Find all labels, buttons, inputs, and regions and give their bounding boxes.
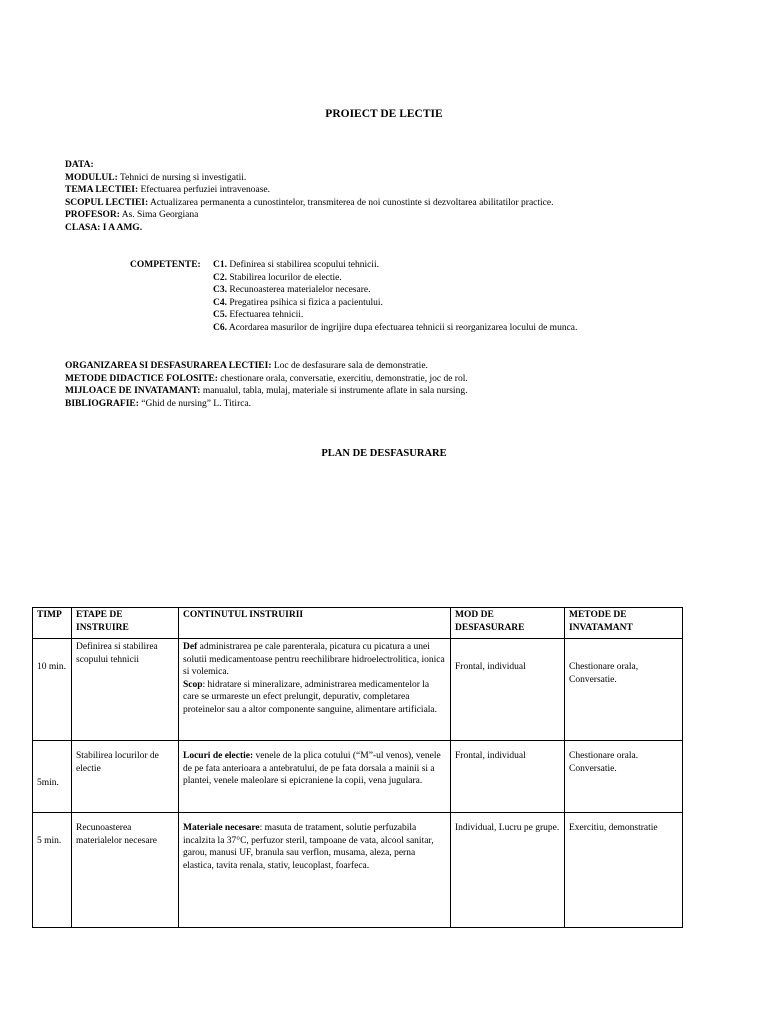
modul-value: Tehnici de nursing si investigatii. <box>120 172 247 183</box>
organizare-value: Loc de desfasurare sala de demonstratie. <box>273 361 428 371</box>
plan-title: PLAN DE DESFASURARE <box>321 448 447 459</box>
continut-cell <box>179 741 451 813</box>
organizare-label: ORGANIZAREA SI DESFASURAREA LECTIEI: <box>65 361 272 371</box>
metode-value: chestionare orala, conversatie, exercitiu, demonstratie, joc de rol. <box>220 373 468 384</box>
competenta-text: Pregatirea psihica si fizica a pacientului. <box>229 297 383 308</box>
continut-text: : hidratare si mineralizare, administrarea medicamentelor la care se urmareste un efect prelungit, depurativ, completarea proteinelor sau a altor componente sanguine, alimentare artificiala. <box>183 679 438 715</box>
competenta-code: C1. <box>213 260 227 270</box>
modul-line <box>65 172 725 185</box>
column-header-mod: MOD DE DESFASURARE <box>451 608 565 639</box>
timp-cell: 10 min. <box>33 639 72 741</box>
timp-cell: 5 min. <box>33 813 72 928</box>
competenta-code: C3. <box>213 285 227 296</box>
etapa-cell: Recunoasterea materialelor necesare <box>72 813 179 928</box>
tema-line <box>65 184 725 197</box>
tema-value: Efectuarea perfuziei intravenoase. <box>140 185 270 196</box>
column-header-metode: METODE DE INVATAMANT <box>565 608 683 639</box>
timp-cell: 5min. <box>33 741 72 813</box>
continut-term: Locuri de electie: <box>183 751 254 761</box>
mijloace-value: manualul, tabla, mulaj, materiale si instrumente aflate in sala nursing. <box>202 386 468 397</box>
competenta-code: C5. <box>213 310 227 321</box>
modul-label: MODULUL: <box>65 172 118 183</box>
plan-table <box>32 607 683 928</box>
mod-cell: Frontal, individual <box>451 639 565 741</box>
competente-label: COMPETENTE: <box>130 260 201 270</box>
competenta-code: C6. <box>213 322 227 333</box>
metode-cell: Exercitiu, demonstratie <box>565 813 683 928</box>
profesor-value: As. Sima Georgiana <box>121 210 199 221</box>
continut-term: Scop <box>183 679 203 690</box>
metode-label: METODE DIDACTICE FOLOSITE: <box>65 373 218 384</box>
bibliografie-value: “Ghid de nursing” L. Titirca. <box>141 398 252 409</box>
table-row <box>33 741 683 813</box>
table-row <box>33 813 683 928</box>
competenta-code: C4. <box>213 297 227 308</box>
metode-cell: Chestionare orala. Conversatie. <box>565 741 683 813</box>
organizare-line <box>65 360 725 373</box>
competenta-item <box>130 297 730 310</box>
column-header-continut: CONTINUTUL INSTRUIRII <box>179 608 451 639</box>
metode-cell: Chestionare orala, Conversatie. <box>565 639 683 741</box>
document-title: PROIECT DE LECTIE <box>325 108 443 120</box>
competenta-text: Acordarea masurilor de ingrijire dupa efectuarea tehnicii si reorganizarea locului de munca. <box>228 322 578 333</box>
mod-cell: Individual, Lucru pe grupe. <box>451 813 565 928</box>
continut-cell <box>179 813 451 928</box>
continut-cell <box>179 639 451 741</box>
competenta-code: C2. <box>213 272 227 283</box>
continut-term: Materiale necesare <box>183 823 260 833</box>
bibliografie-label: BIBLIOGRAFIE: <box>65 398 139 409</box>
competenta-text: Recunoasterea materialelor necesare. <box>229 285 371 296</box>
competenta-text: Efectuarea tehnicii. <box>229 310 304 321</box>
clasa-line <box>65 222 725 235</box>
column-header-etape: ETAPE DE INSTRUIRE <box>72 608 179 639</box>
table-header-row <box>33 608 683 639</box>
competenta-text: Definirea si stabilirea scopului tehnicii. <box>229 260 379 270</box>
tema-label: TEMA LECTIEI: <box>65 185 139 196</box>
continut-term: Def <box>183 642 198 652</box>
scop-value: Actualizarea permanenta a cunostintelor, transmiterea de noi cunostinte si dezvoltarea abilitatilor practice. <box>150 197 554 208</box>
etapa-cell: Definirea si stabilirea scopului tehnicii <box>72 639 179 741</box>
lesson-header <box>65 159 725 235</box>
organizare-block <box>65 360 725 410</box>
continut-text: venele de la plica cotului (“M”-ul venos), venele de pe fata anterioara a antebratului, de pe fata dorsala a mainii si a plantei, venele maleolare si epicraniene la copii, vena jugulara. <box>183 751 441 786</box>
profesor-line <box>65 209 725 222</box>
metode-line <box>65 373 725 386</box>
competenta-item <box>130 259 730 272</box>
competente-list <box>130 259 730 335</box>
column-header-timp: TIMP <box>33 608 72 639</box>
competenta-item <box>130 284 730 297</box>
competenta-item <box>130 309 730 322</box>
scop-line <box>65 197 725 210</box>
data-label: DATA: <box>65 160 94 170</box>
competenta-text: Stabilirea locurilor de electie. <box>229 272 342 283</box>
etapa-cell: Stabilirea locurilor de electie <box>72 741 179 813</box>
mod-cell: Frontal, individual <box>451 741 565 813</box>
bibliografie-line <box>65 398 725 411</box>
continut-text: administrarea pe cale parenterala, picatura cu picatura a unei solutii medicamentoase pentru reechilibrare hidroelectrolitica, ionica si volemica. <box>183 642 445 677</box>
mijloace-label: MIJLOACE DE INVATAMANT: <box>65 386 201 397</box>
profesor-label: PROFESOR: <box>65 210 120 221</box>
competenta-item <box>130 322 730 335</box>
table-row <box>33 639 683 741</box>
continut-text: : masuta de tratament, solutie perfuzabila incalzita la 37°C, perfuzor steril, tampoane de vata, alcool sanitar, garou, manusi UF, branula sau verflon, musama, aleza, perna elastica, tavita renala, stativ, leucoplast, foarfeca. <box>183 823 434 871</box>
scop-label: SCOPUL LECTIEI: <box>65 197 149 208</box>
data-line <box>65 159 725 172</box>
clasa-label: CLASA: <box>65 222 101 233</box>
mijloace-line <box>65 385 725 398</box>
competenta-item <box>130 272 730 285</box>
clasa-value: I A AMG. <box>102 222 143 233</box>
